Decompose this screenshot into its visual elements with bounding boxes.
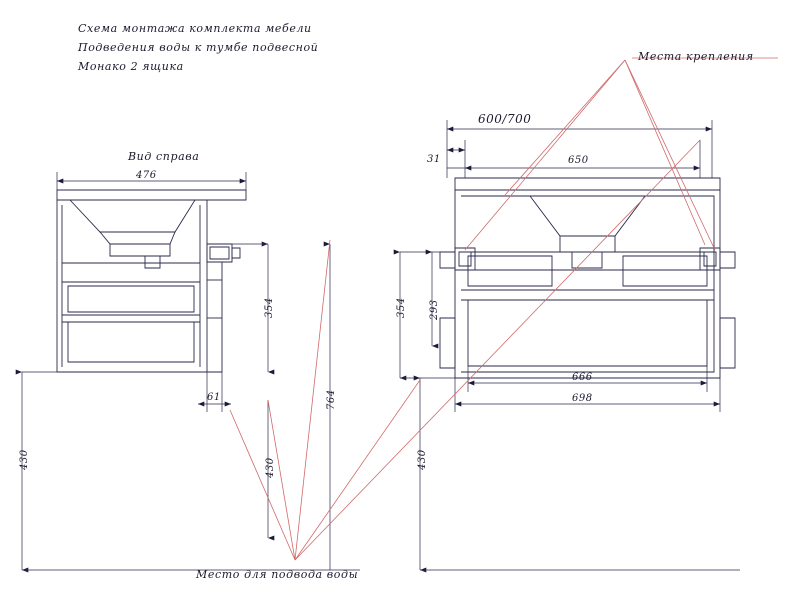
dim-side-height-a: 354 [264,297,275,318]
dim-front-left-offset: 31 [427,154,441,165]
title-line-1: Схема монтажа комплекта мебели [78,22,312,35]
dim-front-bottom-a: 666 [572,372,593,383]
dimension-lines [22,120,740,570]
title-line-3: Монако 2 ящика [78,60,184,73]
dim-side-width: 476 [136,170,157,181]
dim-front-height-b: 293 [429,299,440,320]
label-water-supply-point: Место для подвода воды [196,568,359,581]
label-right-view: Вид справа [128,150,200,163]
front-view-group [440,178,735,378]
dim-front-bottom-b: 698 [572,393,593,404]
dim-side-height-c: 430 [19,449,30,470]
dim-front-height-c: 430 [417,449,428,470]
side-view-group [57,190,246,372]
dim-side-offset: 61 [207,392,221,403]
title-line-2: Подведения воды к тумбе подвесной [78,41,319,54]
dim-front-total: 600/700 [478,112,532,126]
dim-side-height-d: 430 [265,457,276,478]
leader-lines [230,58,778,560]
label-mounting-points: Места крепления [638,50,754,63]
dim-front-inner: 650 [568,155,589,166]
dim-front-height-a: 354 [396,297,407,318]
dim-side-height-b: 764 [326,389,337,410]
